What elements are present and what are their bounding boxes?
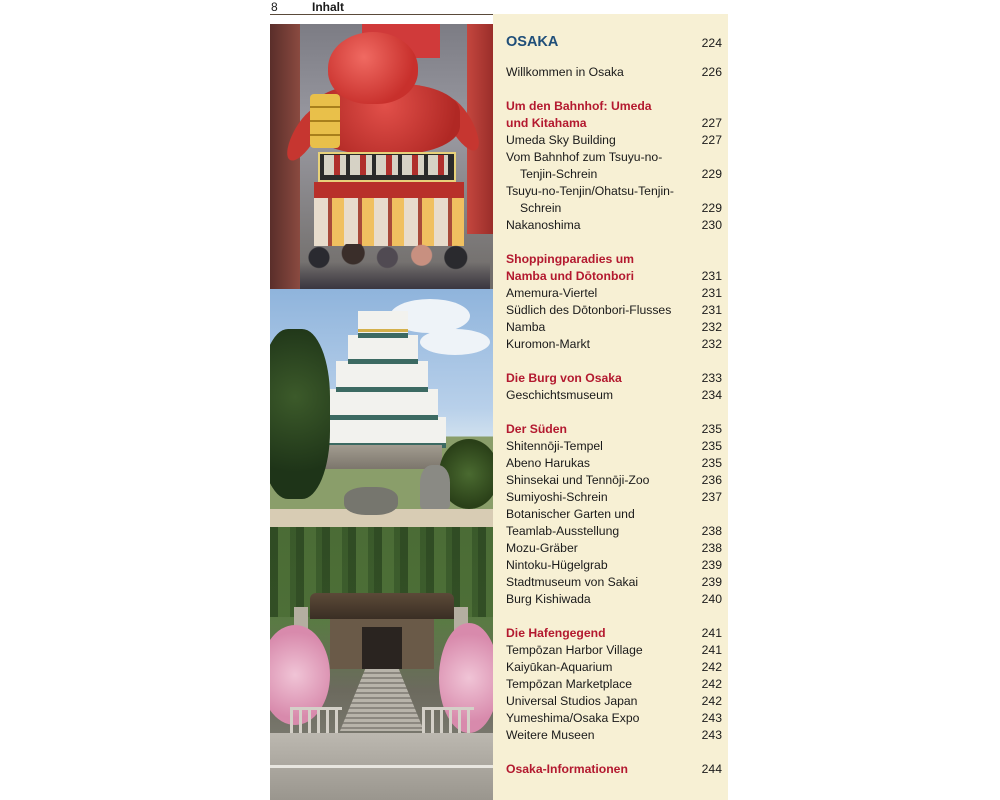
photo-shrine-stairs <box>270 527 493 800</box>
toc-page-number: 227 <box>701 133 722 147</box>
section-label: Inhalt <box>312 0 344 14</box>
toc-page-number: 241 <box>701 626 722 640</box>
toc-text: Vom Bahnhof zum Tsuyu-no- <box>506 150 663 164</box>
toc-text: Shinsekai und Tennōji-Zoo <box>506 473 650 487</box>
toc-text: Willkommen in Osaka <box>506 65 624 79</box>
toc-text: Sumiyoshi-Schrein <box>506 490 608 504</box>
toc-page-number: 239 <box>701 575 722 589</box>
toc-text: Yumeshima/Osaka Expo <box>506 711 640 725</box>
toc-page-number: 232 <box>701 337 722 351</box>
toc-page-number: 239 <box>701 558 722 572</box>
book-page <box>270 0 728 800</box>
toc-text: Tempōzan Harbor Village <box>506 643 643 657</box>
toc-text: Der Süden <box>506 422 567 436</box>
toc-page-number: 230 <box>701 218 722 232</box>
toc-text: Südlich des Dōtonbori-Flusses <box>506 303 672 317</box>
page-number: 8 <box>271 0 278 14</box>
toc-page-number: 241 <box>701 643 722 657</box>
toc-page-number: 240 <box>701 592 722 606</box>
toc-text: Weitere Museen <box>506 728 595 742</box>
toc-text: Mozu-Gräber <box>506 541 578 555</box>
toc-page-number: 238 <box>701 524 722 538</box>
toc-text: Botanischer Garten und <box>506 507 635 521</box>
page-header <box>270 0 728 15</box>
toc-text: Tenjin-Schrein <box>520 167 598 181</box>
toc-page-number: 226 <box>701 65 722 79</box>
toc-text: Abeno Harukas <box>506 456 591 470</box>
toc-page-number: 231 <box>701 286 722 300</box>
table-of-contents <box>493 14 728 800</box>
toc-page-number: 229 <box>701 167 722 181</box>
toc-text: Universal Studios Japan <box>506 694 638 708</box>
toc-text: Tsuyu-no-Tenjin/Ohatsu-Tenjin- <box>506 184 674 198</box>
toc-page-number: 234 <box>701 388 722 402</box>
toc-page-number: 242 <box>701 677 722 691</box>
photo-osaka-castle <box>270 289 493 527</box>
toc-text: Stadtmuseum von Sakai <box>506 575 639 589</box>
toc-text: Teamlab-Ausstellung <box>506 524 620 538</box>
toc-page-number: 242 <box>701 694 722 708</box>
toc-text: Tempōzan Marketplace <box>506 677 632 691</box>
toc-text: Geschichtsmuseum <box>506 388 614 402</box>
toc-page-number: 227 <box>701 116 722 130</box>
toc-page-number: 236 <box>701 473 722 487</box>
toc-page-number: 231 <box>701 269 722 283</box>
toc-page-number: 244 <box>701 762 722 776</box>
photo-column <box>270 24 493 800</box>
toc-page-number: 243 <box>701 728 722 742</box>
toc-text: Shitennōji-Tempel <box>506 439 603 453</box>
toc-page-number: 233 <box>701 371 722 385</box>
toc-text: Kaiyūkan-Aquarium <box>506 660 613 674</box>
toc-text: und Kitahama <box>506 116 587 130</box>
toc-text: Shoppingparadies um <box>506 252 634 266</box>
toc-text: Namba <box>506 320 546 334</box>
photo-street-octopus-sign <box>270 24 493 289</box>
toc-text: Kuromon-Markt <box>506 337 590 351</box>
toc-page-number: 235 <box>701 456 722 470</box>
toc-text: Nakanoshima <box>506 218 581 232</box>
toc-page-number: 237 <box>701 490 722 504</box>
toc-page-number: 232 <box>701 320 722 334</box>
toc-text: Die Hafengegend <box>506 626 606 640</box>
toc-page-number: 243 <box>701 711 722 725</box>
toc-text: Osaka-Informationen <box>506 762 628 776</box>
toc-text: Schrein <box>520 201 562 215</box>
toc-page-number: 235 <box>701 422 722 436</box>
toc-text: Um den Bahnhof: Umeda <box>506 99 652 113</box>
toc-page-number: 238 <box>701 541 722 555</box>
toc-text: Umeda Sky Building <box>506 133 616 147</box>
toc-page-number: 224 <box>701 36 722 50</box>
toc-text: Namba und Dōtonbori <box>506 269 634 283</box>
toc-text: OSAKA <box>506 34 559 50</box>
toc-page-number: 231 <box>701 303 722 317</box>
toc-text: Amemura-Viertel <box>506 286 598 300</box>
toc-text: Burg Kishiwada <box>506 592 591 606</box>
toc-page-number: 242 <box>701 660 722 674</box>
toc-page-number: 229 <box>701 201 722 215</box>
toc-page-number: 235 <box>701 439 722 453</box>
toc-text: Die Burg von Osaka <box>506 371 622 385</box>
toc-text: Nintoku-Hügelgrab <box>506 558 608 572</box>
